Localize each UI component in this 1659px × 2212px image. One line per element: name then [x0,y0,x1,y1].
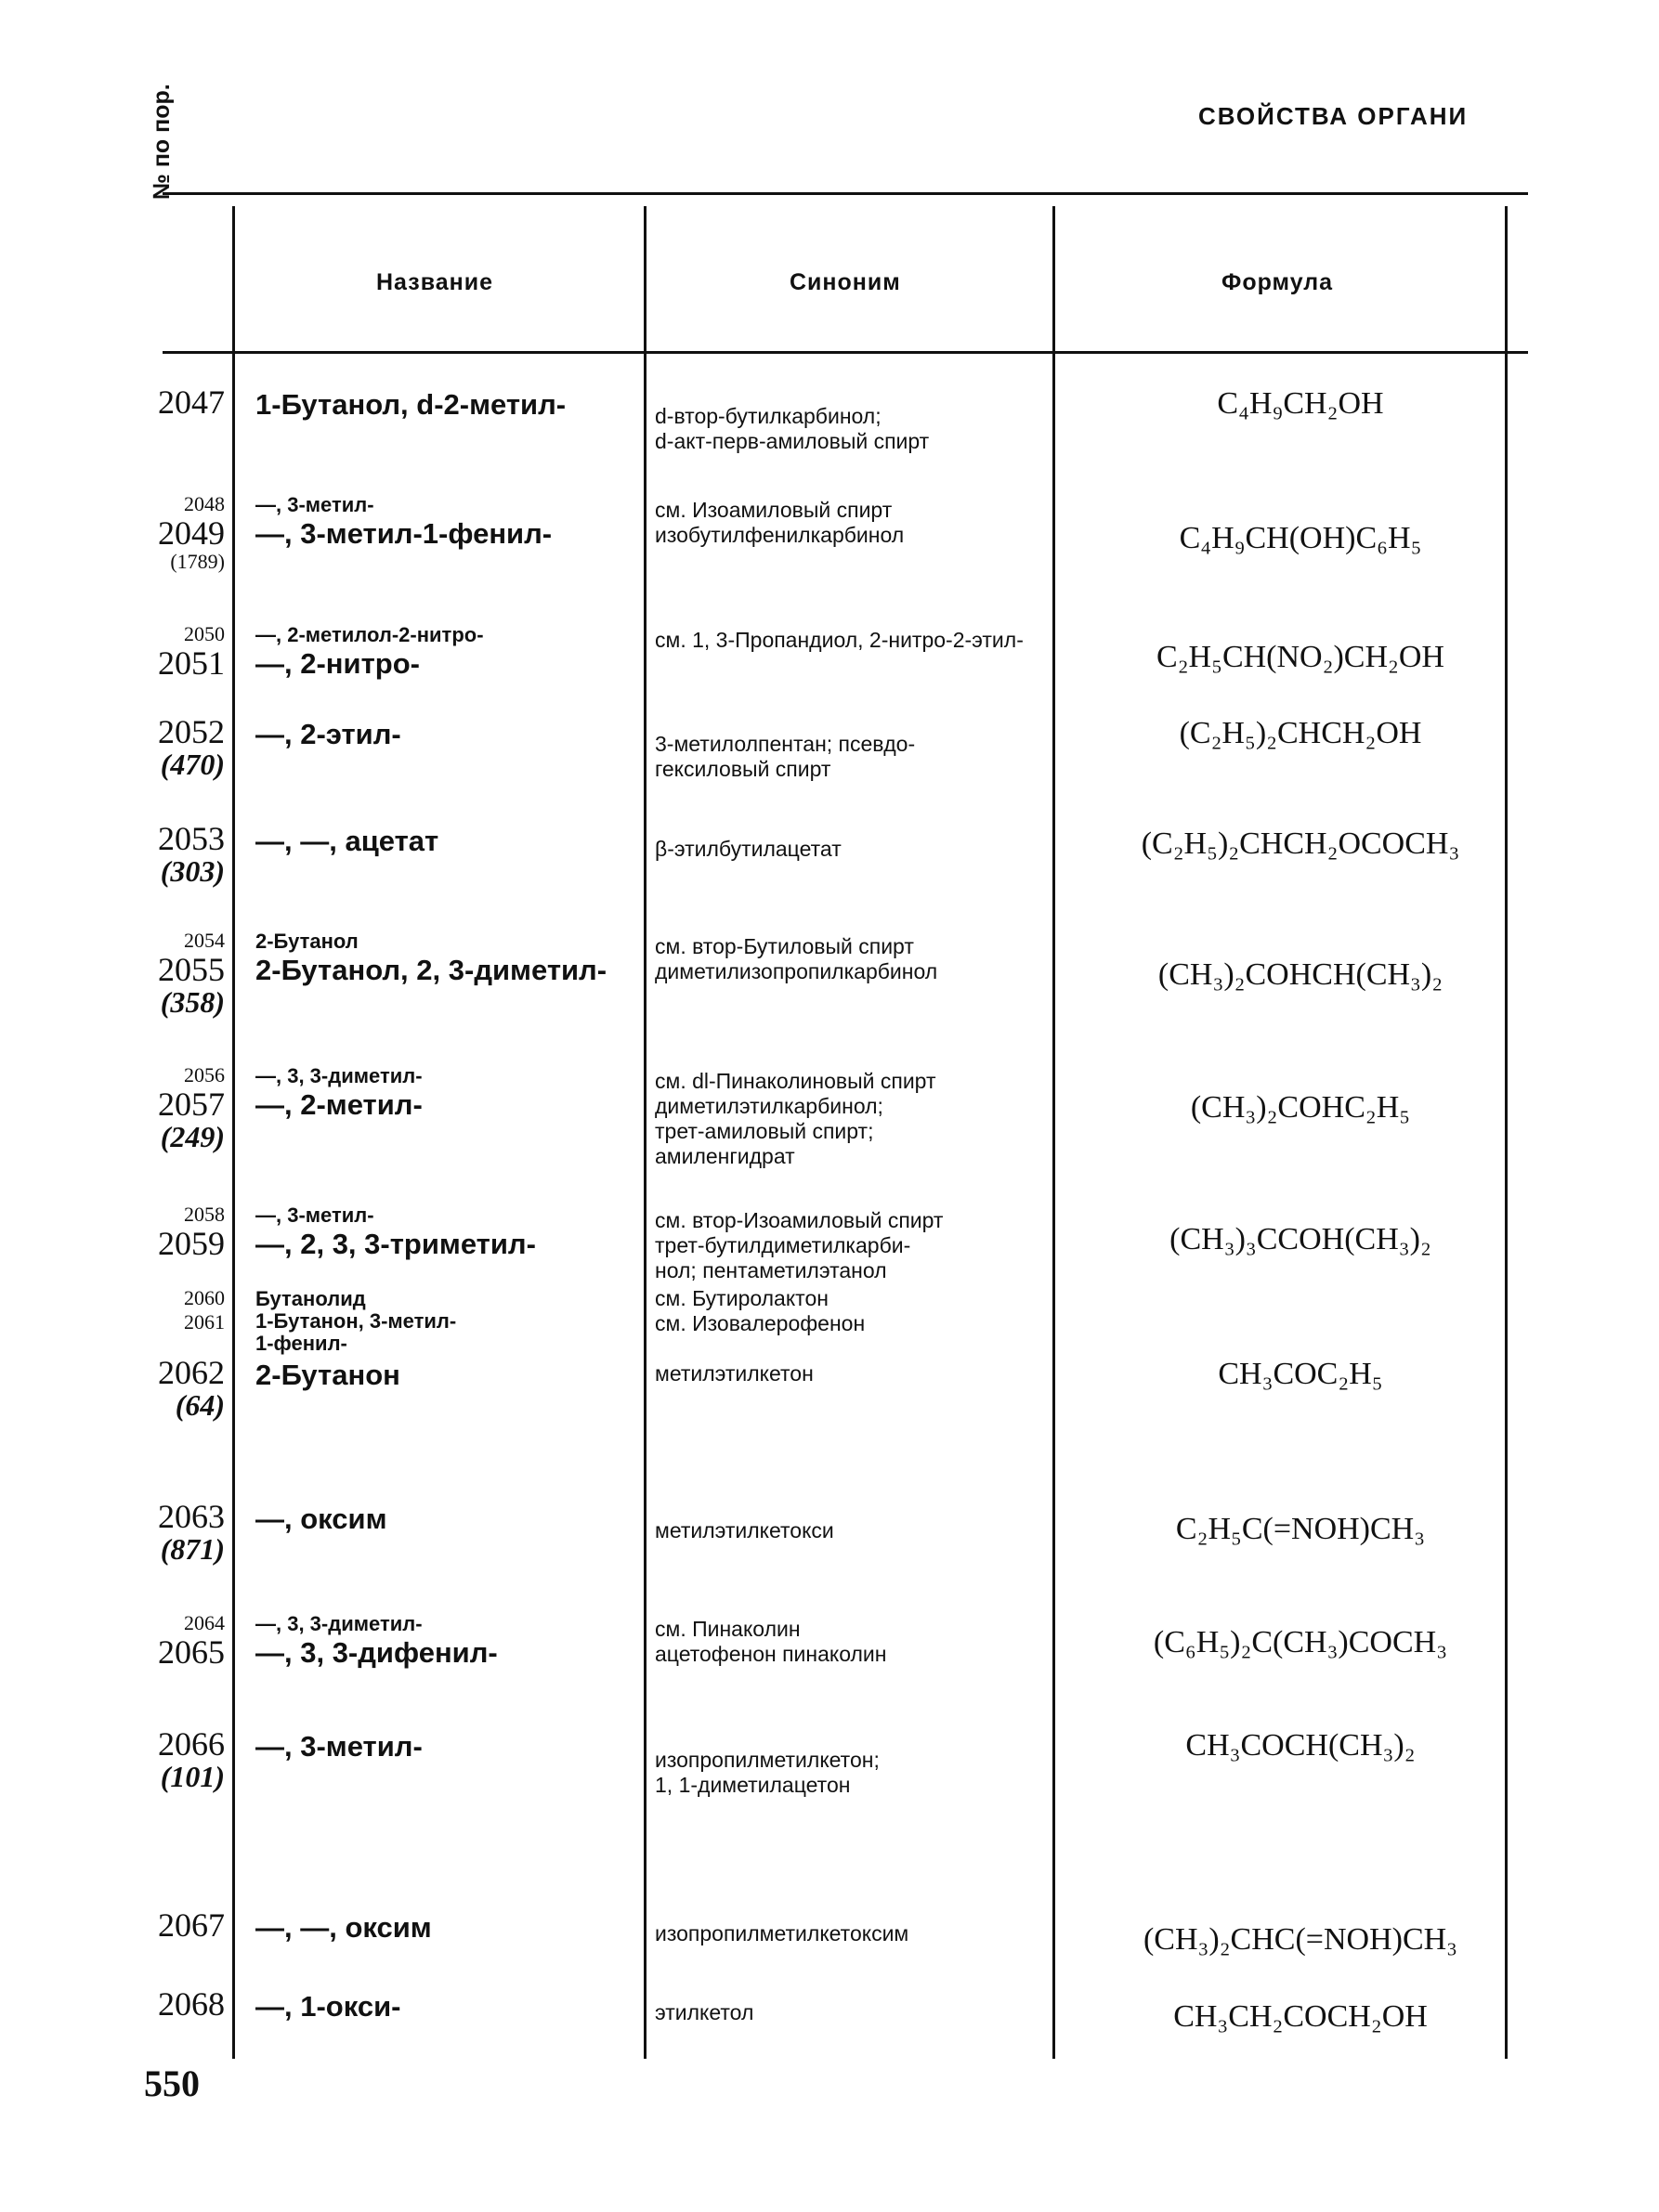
chemical-formula: C₄H₉CH₂OH [1217,386,1384,421]
entry-number-line: (303) [160,854,225,888]
entry-number-line: 2068 [158,1985,225,2023]
page-number: 550 [144,2062,200,2104]
compound-name-line: —, 3-метил-1-фенил- [255,517,553,550]
entry-number-line: (470) [160,748,225,781]
synonym-line: 3-метилолпентан; псевдо- [655,732,916,756]
column-header-synonym: Синоним [790,269,901,295]
compound-name [255,930,636,988]
compound-name [255,1204,636,1262]
compound-name-line: —, 3, 3-диметил- [255,1064,423,1087]
column-divider-1 [232,206,235,2059]
entry-number-line: (249) [160,1120,225,1153]
chemical-formula: C₂H₅C(=NOH)CH₃ [1175,1512,1426,1546]
chemical-formula: (CH₃)₃CCOH(CH₃)₂ [1169,1222,1431,1256]
synonym [655,1617,1050,1667]
entry-number [149,1203,225,1260]
compound-name-line: —, 3-метил- [255,1204,374,1227]
entry-number [149,1987,225,2021]
chemical-formula: (CH₃)₂COHC₂H₅ [1190,1090,1411,1125]
synonym-line: см. 1, 3-Пропандиол, 2-нитро-2-этил- [655,628,1024,652]
synonym-line: метилэтилкетон [655,1361,814,1386]
synonym-line: d-втор-бутилкарбинол; [655,404,882,428]
compound-name-line: —, 2-метил- [255,1088,423,1121]
compound-name [255,624,636,682]
synonym [655,732,1050,782]
compound-name-line: —, 1-окси- [255,1990,401,2023]
entry-number-line: 2053 [158,820,225,857]
compound-name [255,1989,636,2024]
entry-number-line: 2051 [158,644,225,682]
synonym-line: трет-бутилдиметилкарби- [655,1233,911,1257]
entry-number [149,1611,225,1669]
synonym-line: см. Пинаколин [655,1617,801,1641]
compound-name [255,387,636,423]
synonym-line: см. втор-Бутиловый спирт [655,934,914,958]
chemical-formula: C₄H₉CH(OH)C₆H₅ [1179,521,1422,555]
column-header-name: Название [376,269,494,295]
chemical-formula: (CH₃)₂COHCH(CH₃)₂ [1157,957,1443,992]
synonym-line: амиленгидрат [655,1144,795,1168]
entry-number-line: 2061 [184,1310,225,1334]
chemical-formula: (CH₃)₂CHC(=NOH)CH₃ [1143,1922,1458,1957]
synonym-line: β-этилбутилацетат [655,837,842,861]
chemical-formula: CH₃COCH(CH₃)₂ [1185,1728,1416,1763]
synonym [655,1208,1050,1283]
compound-name-line: —, оксим [255,1503,387,1535]
compound-name [255,1358,636,1393]
column-divider-2 [644,206,647,2059]
chemical-formula: C₂H₅CH(NO₂)CH₂OH [1156,640,1444,674]
entry-number-line: (1789) [170,550,225,573]
synonym [655,1518,1050,1543]
compound-name [255,1613,636,1671]
synonym-line: d-акт-перв-амиловый спирт [655,429,930,453]
compound-name-line: —, —, оксим [255,1911,432,1944]
entry-number-line: 2050 [184,622,225,645]
synonym [655,628,1050,653]
entry-number-line: 2065 [158,1633,225,1671]
compound-name [255,717,636,752]
entry-number-line: 2058 [184,1203,225,1226]
chemical-formula: (C₂H₅)₂CHCH₂OH [1179,716,1422,750]
entry-number [149,929,225,1018]
entry-number [149,1908,225,1942]
entry-number [149,1063,225,1152]
column-divider-4 [1505,206,1508,2059]
synonym-line: см. Изоамиловый спирт [655,498,893,522]
synonym [655,837,1050,862]
compound-name-line: 2-Бутанол [255,930,359,953]
compound-name [255,1729,636,1764]
entry-number [149,715,225,780]
chemical-formula: CH₃COC₂H₅ [1218,1357,1383,1391]
synonym-line: изопропилметилкетон; [655,1748,880,1772]
compound-name-line: —, 3, 3-дифенил- [255,1636,498,1669]
entry-number [149,1286,225,1334]
compound-name [255,494,636,552]
entry-number-line: 2047 [158,384,225,421]
entry-number-line: (871) [160,1532,225,1566]
synonym-line: 1, 1-диметилацетон [655,1773,851,1797]
synonym [655,1921,1050,1946]
synonym-line: диметилэтилкарбинол; [655,1094,883,1118]
column-header-number: № по пор. [149,84,175,200]
chemical-formula: CH₃CH₂COCH₂OH [1173,1999,1428,2034]
synonym [655,934,1050,984]
entry-number-line: 2067 [158,1906,225,1944]
entry-number-line: 2062 [158,1354,225,1391]
chemical-formula: (C₆H₅)₂C(CH₃)COCH₃ [1153,1625,1448,1659]
compound-name-line: —, 2-нитро- [255,647,420,680]
table-header-rule [163,351,1528,354]
synonym-line: нол; пентаметилэтанол [655,1258,887,1282]
compound-name-line: Бутанолид [255,1287,366,1310]
synonym-line: см. Изовалерофенон [655,1311,866,1335]
entry-number-line: 2064 [184,1611,225,1634]
compound-name [255,1910,636,1945]
entry-number [149,1500,225,1565]
column-divider-3 [1052,206,1055,2059]
chemical-formula: (C₂H₅)₂CHCH₂OCOCH₃ [1141,826,1460,861]
synonym [655,2000,1050,2025]
synonym-line: изобутилфенилкарбинол [655,523,905,547]
compound-name-line: 2-Бутанон [255,1359,400,1391]
compound-name [255,1288,636,1355]
compound-name-line: —, 2, 3, 3-триметил- [255,1228,536,1260]
synonym-line: см. Бутиролактон [655,1286,829,1310]
synonym-line: этилкетол [655,2000,754,2024]
entry-number-line: 2048 [184,492,225,515]
synonym-line: ацетофенон пинаколин [655,1642,887,1666]
compound-name-line: 1-Бутанон, 3-метил- [255,1309,457,1333]
compound-name-line: 1-фенил- [255,1332,347,1355]
entry-number-line: (64) [175,1388,225,1422]
synonym-line: диметилизопропилкарбинол [655,959,938,983]
entry-number [149,385,225,419]
synonym [655,498,1050,548]
compound-name-line: —, 3-метил- [255,493,374,516]
synonym-line: см. dl-Пинаколиновый спирт [655,1069,936,1093]
entry-number-line: 2057 [158,1086,225,1123]
compound-name [255,824,636,859]
compound-name-line: —, 2-этил- [255,718,401,750]
compound-name-line: —, 3, 3-диметил- [255,1612,423,1635]
entry-number-line: 2063 [158,1498,225,1535]
entry-number-line: 2066 [158,1725,225,1763]
synonym-line: изопропилметилкетоксим [655,1921,909,1945]
synonym [655,1286,1050,1336]
entry-number-line: (101) [160,1760,225,1793]
compound-name [255,1502,636,1537]
column-header-formula: Формула [1221,269,1334,295]
synonym-line: трет-амиловый спирт; [655,1119,874,1143]
entry-number-line: 2054 [184,929,225,952]
synonym-line: см. втор-Изоамиловый спирт [655,1208,944,1232]
synonym-line: гексиловый спирт [655,757,831,781]
compound-name [255,1065,636,1123]
entry-number [149,1356,225,1421]
synonym [655,1748,1050,1798]
compound-name-line: 1-Бутанол, d-2-метил- [255,388,567,421]
entry-number [149,822,225,887]
entry-number [149,1727,225,1792]
compound-name-line: —, —, ацетат [255,825,439,857]
compound-name-line: —, 2-метилол-2-нитро- [255,623,484,646]
synonym [655,1361,1050,1386]
table-top-rule [163,192,1528,195]
synonym-line: метилэтилкетокси [655,1518,834,1542]
entry-number-line: 2049 [158,514,225,552]
entry-number [149,492,225,574]
entry-number-line: 2059 [158,1225,225,1262]
entry-number-line: 2060 [184,1286,225,1309]
synonym [655,404,1050,454]
entry-number-line: 2055 [158,951,225,988]
running-header: СВОЙСТВА ОРГАНИ [1198,102,1469,130]
entry-number [149,622,225,680]
compound-name-line: 2-Бутанол, 2, 3-диметил- [255,954,607,986]
compound-name-line: —, 3-метил- [255,1730,423,1763]
entry-number-line: (358) [160,985,225,1019]
synonym [655,1069,1050,1169]
entry-number-line: 2052 [158,713,225,750]
entry-number-line: 2056 [184,1063,225,1086]
